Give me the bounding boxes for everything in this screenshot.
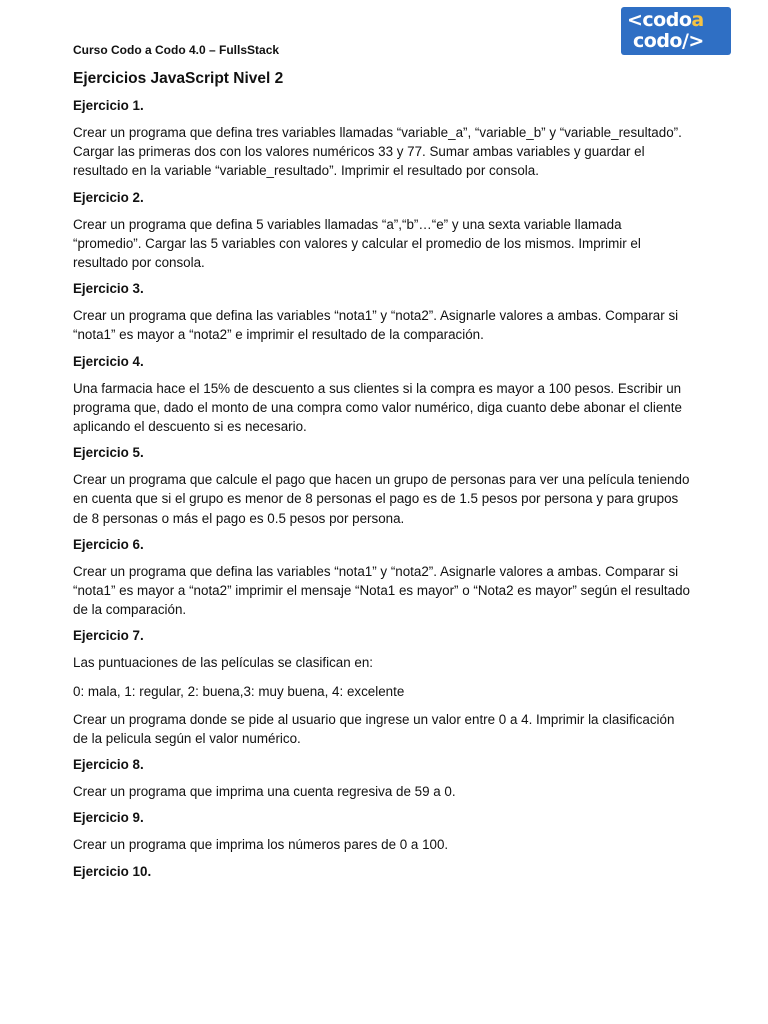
exercise-section	[73, 445, 693, 528]
exercise-title: Ejercicio 1.	[73, 98, 144, 113]
exercise-list	[73, 98, 693, 879]
exercise-paragraph: Las puntuaciones de las películas se clasifican en:	[73, 655, 373, 671]
exercise-title: Ejercicio 4.	[73, 353, 144, 369]
exercise-paragraph: Crear un programa que calcule el pago que hacen un grupo de personas para ver una película teniendo en cuenta que si el grupo es menor de 8 personas el pago es de 1.5 pesos por persona y para grupos de 8 personas o más el pago es 0.5 pesos por persona.	[73, 472, 690, 526]
exercise-title: Ejercicio 5.	[73, 445, 144, 461]
logo-text-line1: <codo	[627, 9, 692, 31]
exercise-section	[73, 757, 693, 801]
document-body	[73, 70, 693, 889]
exercise-title: Ejercicio 6.	[73, 536, 144, 552]
exercise-section	[73, 354, 693, 437]
exercise-title: Ejercicio 8.	[73, 757, 144, 773]
exercise-section	[73, 537, 693, 620]
exercise-section	[73, 98, 693, 181]
course-header: Curso Codo a Codo 4.0 – FullsStack	[73, 43, 280, 57]
codo-a-codo-logo	[621, 7, 731, 55]
exercise-paragraph: 0: mala, 1: regular, 2: buena,3: muy buena, 4: excelente	[73, 683, 405, 699]
logo-text-line2: codo/>	[633, 30, 704, 52]
exercise-paragraph: Crear un programa que defina tres variables llamadas “variable_a”, “variable_b” y “variable_resultado”. Cargar las primeras dos con los valores numéricos 33 y 77. Sumar ambas variables y guardar el resultado en la variable “variable_resultado”. Imprimir el resultado por consola.	[73, 125, 682, 179]
exercise-section	[73, 628, 693, 748]
exercise-paragraph: Crear un programa donde se pide al usuario que ingrese un valor entre 0 a 4. Imprimir la clasificación de la pelicula según el valor numérico.	[73, 711, 675, 747]
exercise-paragraph: Crear un programa que defina 5 variables llamadas “a”,“b”…“e” y una sexta variable llamada “promedio”. Cargar las 5 variables con valores y calcular el promedio de los mismos. Imprimir el resultado por consola.	[73, 216, 641, 271]
exercise-paragraph: Crear un programa que defina las variables “nota1” y “nota2”. Asignarle valores a ambas. Comparar si “nota1” es mayor a “nota2” e imprimir el resultado de la comparación.	[73, 308, 679, 343]
exercise-title: Ejercicio 3.	[73, 281, 144, 297]
exercise-title: Ejercicio 9.	[73, 810, 144, 826]
exercise-section	[73, 864, 693, 879]
exercise-section	[73, 810, 693, 854]
exercise-title: Ejercicio 10.	[73, 863, 152, 879]
exercise-paragraph: Una farmacia hace el 15% de descuento a sus clientes si la compra es mayor a 100 pesos. Escribir un programa que, dado el monto de una compra como valor numérico, diga cuanto debe abonar el cliente aplicando el descuento si es necesario.	[73, 380, 682, 435]
exercise-title: Ejercicio 2.	[73, 189, 144, 205]
exercise-paragraph: Crear un programa que imprima una cuenta regresiva de 59 a 0.	[73, 784, 456, 800]
exercise-paragraph: Crear un programa que defina las variables “nota1” y “nota2”. Asignarle valores a ambas. Comparar si “nota1” es mayor a “nota2” imprimir el mensaje “Nota1 es mayor” o “Nota2 es mayor” según el resultado de la comparación.	[73, 563, 690, 618]
document-title: Ejercicios JavaScript Nivel 2	[73, 70, 284, 87]
exercise-section	[73, 281, 693, 344]
exercise-title: Ejercicio 7.	[73, 628, 144, 644]
exercise-paragraph: Crear un programa que imprima los números pares de 0 a 100.	[73, 837, 449, 853]
logo-text-accent: a	[691, 9, 704, 31]
exercise-section	[73, 190, 693, 273]
